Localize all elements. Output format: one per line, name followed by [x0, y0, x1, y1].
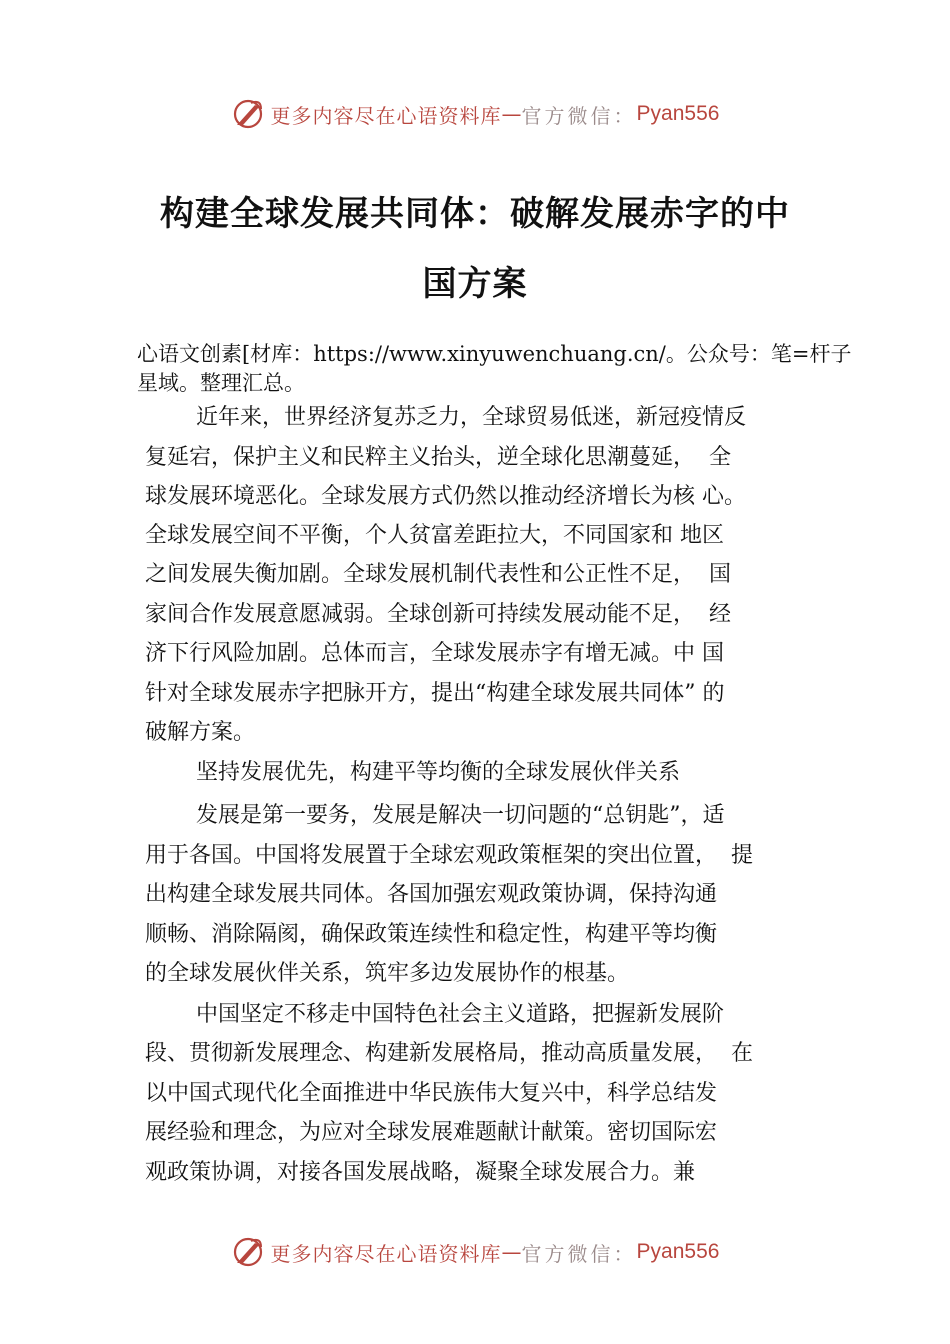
paragraph-line: 的全球发展伙伴关系，筑牢多边发展协作的根基。 — [145, 961, 630, 986]
banner-wechat-handle: Pyan556 — [636, 1240, 720, 1263]
section-heading: 坚持发展优先，构建平等均衡的全球发展伙伴关系 — [196, 760, 681, 785]
banner-wechat-handle: Pyan556 — [636, 102, 720, 125]
footer-banner — [0, 1230, 950, 1274]
quill-pen-logo-icon — [231, 97, 265, 131]
paragraph-line: 发展是第一要务，发展是解决一切问题的“总钥匙”，适 — [196, 803, 725, 828]
header-banner — [0, 92, 950, 136]
banner-dash: — — [501, 102, 522, 126]
banner-promo-text: 更多内容尽在心语资料库 — [270, 103, 502, 128]
paragraph-line: 观政策协调，对接各国发展战略，凝聚全球发展合力。兼 — [145, 1160, 696, 1185]
paragraph-line: 段、贯彻新发展理念、构建新发展格局，推动高质量发展， 在 — [145, 1041, 753, 1066]
paragraph-line: 近年来，世界经济复苏乏力，全球贸易低迷，新冠疫情反 — [196, 405, 747, 430]
banner-promo-text: 更多内容尽在心语资料库 — [270, 1241, 502, 1266]
document-title-line-1: 构建全球发展共同体：破解发展赤字的中 — [160, 194, 790, 234]
paragraph-line: 之间发展失衡加剧。全球发展机制代表性和公正性不足， 国 — [145, 562, 731, 587]
banner-dash: — — [501, 1240, 522, 1264]
paragraph-line: 破解方案。 — [145, 720, 256, 745]
document-title-line-2: 国方案 — [422, 264, 528, 304]
paragraph-line: 出构建全球发展共同体。各国加强宏观政策协调，保持沟通 — [145, 882, 718, 907]
paragraph-line: 以中国式现代化全面推进中华民族伟大复兴中，科学总结发 — [145, 1081, 718, 1106]
banner-official-label: 官方微信： — [521, 1241, 637, 1266]
paragraph-line: 复延宕，保护主义和民粹主义抬头，逆全球化思潮蔓延， 全 — [145, 445, 731, 470]
paragraph-line: 济下行风险加剧。总体而言，全球发展赤字有增无减。中 国 — [145, 641, 724, 666]
paragraph-line: 中国坚定不移走中国特色社会主义道路，把握新发展阶 — [196, 1002, 725, 1027]
quill-pen-logo-icon — [231, 1235, 265, 1269]
source-note: 心语文创素[材库：https://www.xinyuwenchuang.cn/。公众号：笔=杆子星域。整理汇总。 — [137, 342, 852, 395]
paragraph-line: 全球发展空间不平衡，个人贫富差距拉大，不同国家和 地区 — [145, 523, 724, 548]
paragraph-line: 针对全球发展赤字把脉开方，提出“构建全球发展共同体” 的 — [145, 681, 725, 706]
banner-official-label: 官方微信： — [521, 103, 637, 128]
paragraph-line: 用于各国。中国将发展置于全球宏观政策框架的突出位置， 提 — [145, 843, 753, 868]
paragraph-line: 顺畅、消除隔阂，确保政策连续性和稳定性，构建平等均衡 — [145, 922, 718, 947]
paragraph-line: 球发展环境恶化。全球发展方式仍然以推动经济增长为核 心。 — [145, 484, 746, 509]
paragraph-line: 家间合作发展意愿减弱。全球创新可持续发展动能不足， 经 — [145, 602, 731, 627]
paragraph-line: 展经验和理念，为应对全球发展难题献计献策。密切国际宏 — [145, 1120, 718, 1145]
